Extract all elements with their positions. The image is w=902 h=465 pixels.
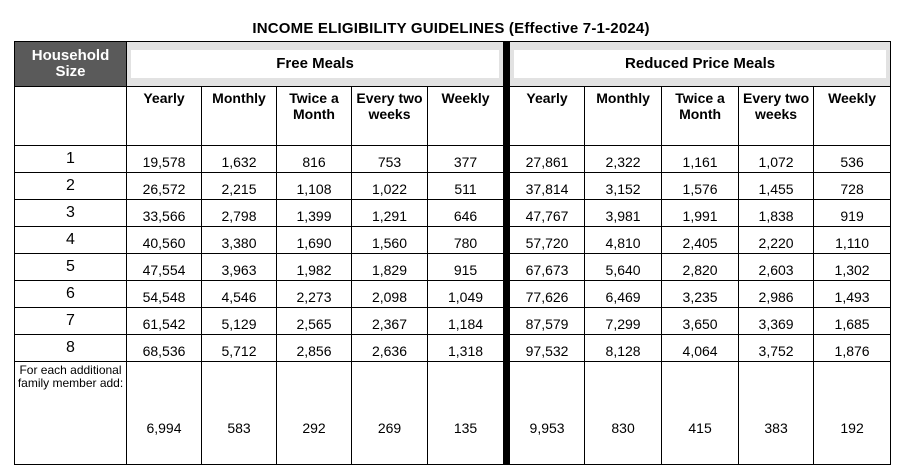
- free-monthly-cell: 5,712: [202, 335, 277, 362]
- reduced-twice-monthly-cell: 415: [662, 362, 739, 465]
- free-monthly-cell: 3,963: [202, 254, 277, 281]
- free-yearly-cell: 6,994: [127, 362, 202, 465]
- reduced-yearly-cell: 47,767: [510, 200, 585, 227]
- reduced-biweekly-cell: 2,986: [739, 281, 814, 308]
- reduced-twice-monthly-cell: 3,235: [662, 281, 739, 308]
- reduced-monthly-cell: 3,981: [585, 200, 662, 227]
- free-yearly-cell: 61,542: [127, 308, 202, 335]
- table-row: [15, 254, 891, 281]
- free-twice-monthly-cell: 2,273: [277, 281, 352, 308]
- table-row: [15, 227, 891, 254]
- household-size-cell: 6: [15, 281, 127, 308]
- reduced-biweekly-cell: 1,455: [739, 173, 814, 200]
- free-twice-monthly-cell: 1,108: [277, 173, 352, 200]
- reduced-col-twice-a-month: Twice a Month: [662, 87, 739, 146]
- free-yearly-cell: 54,548: [127, 281, 202, 308]
- reduced-monthly-cell: 830: [585, 362, 662, 465]
- free-monthly-cell: 2,215: [202, 173, 277, 200]
- free-biweekly-cell: 2,636: [352, 335, 428, 362]
- reduced-monthly-cell: 5,640: [585, 254, 662, 281]
- reduced-monthly-cell: 4,810: [585, 227, 662, 254]
- free-weekly-cell: 377: [428, 146, 504, 173]
- free-yearly-cell: 47,554: [127, 254, 202, 281]
- reduced-biweekly-cell: 383: [739, 362, 814, 465]
- reduced-weekly-cell: 1,302: [814, 254, 891, 281]
- free-col-yearly: Yearly: [127, 87, 202, 146]
- free-weekly-cell: 135: [428, 362, 504, 465]
- reduced-weekly-cell: 1,685: [814, 308, 891, 335]
- reduced-biweekly-cell: 1,838: [739, 200, 814, 227]
- household-size-header: Household Size: [15, 42, 127, 87]
- reduced-monthly-cell: 2,322: [585, 146, 662, 173]
- reduced-weekly-cell: 728: [814, 173, 891, 200]
- reduced-biweekly-cell: 2,603: [739, 254, 814, 281]
- free-twice-monthly-cell: 292: [277, 362, 352, 465]
- reduced-twice-monthly-cell: 1,576: [662, 173, 739, 200]
- table-row: [15, 173, 891, 200]
- free-yearly-cell: 26,572: [127, 173, 202, 200]
- page-title: INCOME ELIGIBILITY GUIDELINES (Effective 7-1-2024): [252, 20, 650, 37]
- table-row: [15, 335, 891, 362]
- free-biweekly-cell: 2,367: [352, 308, 428, 335]
- reduced-twice-monthly-cell: 1,991: [662, 200, 739, 227]
- free-biweekly-cell: 1,829: [352, 254, 428, 281]
- household-size-cell: 2: [15, 173, 127, 200]
- reduced-meals-header: Reduced Price Meals: [514, 50, 886, 78]
- free-biweekly-cell: 1,560: [352, 227, 428, 254]
- reduced-weekly-cell: 1,110: [814, 227, 891, 254]
- free-twice-monthly-cell: 816: [277, 146, 352, 173]
- reduced-meals-band: [510, 42, 891, 87]
- table-row: [15, 146, 891, 173]
- reduced-yearly-cell: 57,720: [510, 227, 585, 254]
- free-weekly-cell: 511: [428, 173, 504, 200]
- empty-header-cell: [15, 87, 127, 146]
- free-monthly-cell: 1,632: [202, 146, 277, 173]
- reduced-weekly-cell: 1,876: [814, 335, 891, 362]
- reduced-yearly-cell: 77,626: [510, 281, 585, 308]
- reduced-weekly-cell: 192: [814, 362, 891, 465]
- additional-member-label: For each additional family member add:: [15, 362, 127, 465]
- reduced-yearly-cell: 97,532: [510, 335, 585, 362]
- reduced-weekly-cell: 536: [814, 146, 891, 173]
- reduced-monthly-cell: 8,128: [585, 335, 662, 362]
- free-meals-band: [127, 42, 504, 87]
- free-biweekly-cell: 1,022: [352, 173, 428, 200]
- free-col-twice-a-month: Twice a Month: [277, 87, 352, 146]
- household-size-cell: 7: [15, 308, 127, 335]
- reduced-biweekly-cell: 3,752: [739, 335, 814, 362]
- free-twice-monthly-cell: 1,399: [277, 200, 352, 227]
- reduced-weekly-cell: 1,493: [814, 281, 891, 308]
- free-twice-monthly-cell: 2,856: [277, 335, 352, 362]
- free-weekly-cell: 1,318: [428, 335, 504, 362]
- income-guidelines-table: [14, 41, 891, 465]
- free-yearly-cell: 19,578: [127, 146, 202, 173]
- reduced-yearly-cell: 67,673: [510, 254, 585, 281]
- reduced-twice-monthly-cell: 4,064: [662, 335, 739, 362]
- household-size-cell: 5: [15, 254, 127, 281]
- reduced-monthly-cell: 7,299: [585, 308, 662, 335]
- reduced-monthly-cell: 3,152: [585, 173, 662, 200]
- household-size-cell: 4: [15, 227, 127, 254]
- reduced-twice-monthly-cell: 2,820: [662, 254, 739, 281]
- reduced-weekly-cell: 919: [814, 200, 891, 227]
- reduced-biweekly-cell: 2,220: [739, 227, 814, 254]
- free-biweekly-cell: 753: [352, 146, 428, 173]
- free-meals-header: Free Meals: [131, 50, 499, 78]
- column-header-row: [15, 87, 891, 146]
- reduced-monthly-cell: 6,469: [585, 281, 662, 308]
- free-weekly-cell: 1,049: [428, 281, 504, 308]
- reduced-twice-monthly-cell: 1,161: [662, 146, 739, 173]
- free-biweekly-cell: 1,291: [352, 200, 428, 227]
- free-twice-monthly-cell: 1,690: [277, 227, 352, 254]
- free-monthly-cell: 3,380: [202, 227, 277, 254]
- reduced-biweekly-cell: 1,072: [739, 146, 814, 173]
- free-monthly-cell: 583: [202, 362, 277, 465]
- reduced-col-yearly: Yearly: [510, 87, 585, 146]
- free-monthly-cell: 2,798: [202, 200, 277, 227]
- free-weekly-cell: 780: [428, 227, 504, 254]
- reduced-biweekly-cell: 3,369: [739, 308, 814, 335]
- reduced-yearly-cell: 87,579: [510, 308, 585, 335]
- additional-member-row: [15, 362, 891, 465]
- free-yearly-cell: 33,566: [127, 200, 202, 227]
- free-twice-monthly-cell: 1,982: [277, 254, 352, 281]
- table-row: [15, 308, 891, 335]
- reduced-col-weekly: Weekly: [814, 87, 891, 146]
- free-biweekly-cell: 2,098: [352, 281, 428, 308]
- reduced-yearly-cell: 27,861: [510, 146, 585, 173]
- reduced-col-monthly: Monthly: [585, 87, 662, 146]
- free-col-weekly: Weekly: [428, 87, 504, 146]
- table-row: [15, 200, 891, 227]
- free-weekly-cell: 646: [428, 200, 504, 227]
- household-size-cell: 1: [15, 146, 127, 173]
- reduced-col-every-two-weeks: Every two weeks: [739, 87, 814, 146]
- free-biweekly-cell: 269: [352, 362, 428, 465]
- free-yearly-cell: 40,560: [127, 227, 202, 254]
- reduced-twice-monthly-cell: 3,650: [662, 308, 739, 335]
- free-yearly-cell: 68,536: [127, 335, 202, 362]
- free-twice-monthly-cell: 2,565: [277, 308, 352, 335]
- free-monthly-cell: 4,546: [202, 281, 277, 308]
- household-size-cell: 3: [15, 200, 127, 227]
- free-col-every-two-weeks: Every two weeks: [352, 87, 428, 146]
- table-row: [15, 281, 891, 308]
- free-weekly-cell: 915: [428, 254, 504, 281]
- reduced-yearly-cell: 37,814: [510, 173, 585, 200]
- free-monthly-cell: 5,129: [202, 308, 277, 335]
- free-col-monthly: Monthly: [202, 87, 277, 146]
- reduced-yearly-cell: 9,953: [510, 362, 585, 465]
- reduced-twice-monthly-cell: 2,405: [662, 227, 739, 254]
- group-header-row: [15, 42, 891, 87]
- household-size-cell: 8: [15, 335, 127, 362]
- free-weekly-cell: 1,184: [428, 308, 504, 335]
